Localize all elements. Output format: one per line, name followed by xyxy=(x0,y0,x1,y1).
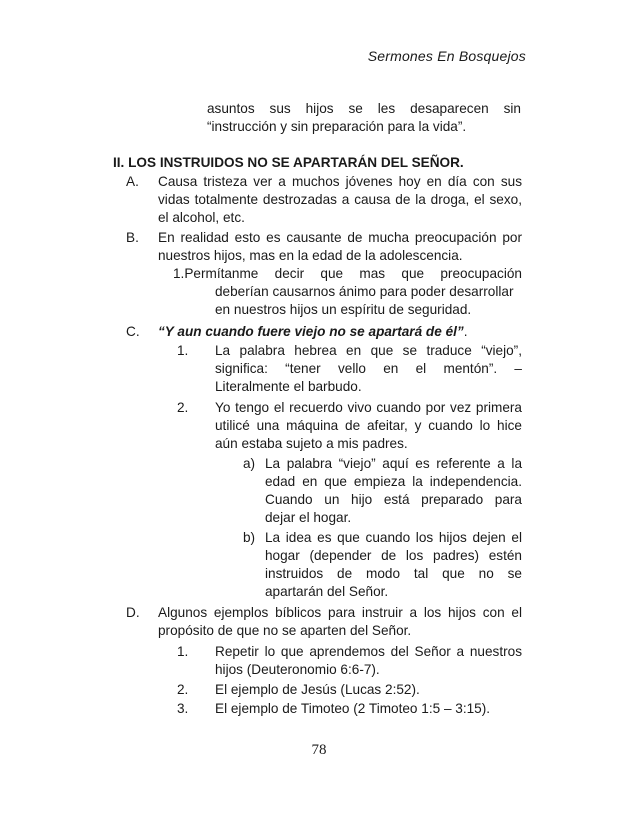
subsubpoint-line: edad en que empieza la independencia. xyxy=(265,474,522,489)
point-d-line: propósito de que no se aparten del Señor. xyxy=(158,623,412,638)
point-label: A. xyxy=(126,174,139,189)
point-b-sub-line: 1.Permítanme decir que mas que preocupación xyxy=(173,266,522,281)
point-a-line: el alcohol, etc. xyxy=(158,210,245,225)
list-item-label: 2. xyxy=(177,682,189,697)
point-a-line: vidas totalmente destrozadas a causa de la droga, el sexo, xyxy=(158,192,522,207)
subsubpoint-line: dejar el hogar. xyxy=(265,510,352,525)
subsubpoint-line: La idea es que cuando los hijos dejen el xyxy=(265,530,522,545)
point-c-sub-line: aún estaba sujeto a mis padres. xyxy=(215,436,408,451)
point-c-sub-line: Yo tengo el recuerdo vivo cuando por vez primera xyxy=(215,400,522,415)
point-c-sub-line: La palabra hebrea en que se traduce “viejo”, xyxy=(215,343,522,358)
subsubpoint-line: hogar (depender de los padres) estén xyxy=(265,548,522,563)
subsubpoint-line: instruidos de modo tal que no se xyxy=(265,566,522,581)
point-d-line: Algunos ejemplos bíblicos para instruir a los hijos con el xyxy=(158,605,522,620)
list-item-line: hijos (Deuteronomio 6:6-7). xyxy=(215,662,380,677)
point-c-quote-line xyxy=(158,323,468,341)
subsubpoint-label: b) xyxy=(243,530,256,545)
list-item-label: 3. xyxy=(177,701,189,716)
list-item-label: 1. xyxy=(177,644,189,659)
list-item-line: El ejemplo de Timoteo (2 Timoteo 1:5 – 3:15). xyxy=(215,701,491,716)
point-a-line: Causa tristeza ver a muchos jóvenes hoy en día con sus xyxy=(158,174,522,189)
continuation-line: “instrucción y sin preparación para la vida”. xyxy=(207,119,467,134)
subpoint-label: 1. xyxy=(177,343,189,358)
bible-quote: “Y aun cuando fuere viejo no se apartará de él” xyxy=(158,324,464,339)
continuation-line: asuntos sus hijos se les desaparecen sin xyxy=(207,101,521,116)
point-c-sub-line: significa: “tener vello en el mentón”. – xyxy=(215,361,522,376)
point-label: B. xyxy=(126,230,139,245)
quote-period: . xyxy=(463,324,468,339)
list-item-line: Repetir lo que aprendemos del Señor a nuestros xyxy=(215,644,522,659)
point-b-sub-line: en nuestros hijos un espíritu de seguridad. xyxy=(215,302,472,317)
subsubpoint-label: a) xyxy=(243,456,256,471)
subsubpoint-line: Cuando un hijo está preparado para xyxy=(265,492,522,507)
point-b-line: nuestros hijos, mas en la edad de la adolescencia. xyxy=(158,248,463,263)
subpoint-label: 2. xyxy=(177,400,189,415)
point-label: D. xyxy=(126,605,140,620)
point-b-sub-line: deberían causarnos ánimo para poder desarrollar xyxy=(215,284,514,299)
point-b-line: En realidad esto es causante de mucha preocupación por xyxy=(158,230,522,245)
point-c-sub-line: utilicé una máquina de afeitar, y cuando lo hice xyxy=(215,418,522,433)
list-item-line: El ejemplo de Jesús (Lucas 2:52). xyxy=(215,682,420,697)
page-number: 78 xyxy=(311,742,327,758)
point-c-sub-line: Literalmente el barbudo. xyxy=(215,379,362,394)
point-label: C. xyxy=(126,324,140,339)
running-header: Sermones En Bosquejos xyxy=(367,48,526,64)
subsubpoint-line: La palabra “viejo” aquí es referente a la xyxy=(265,456,522,471)
section-heading: II. LOS INSTRUIDOS NO SE APARTARÁN DEL SEÑOR. xyxy=(113,155,464,170)
subsubpoint-line: apartarán del Señor. xyxy=(265,584,389,599)
